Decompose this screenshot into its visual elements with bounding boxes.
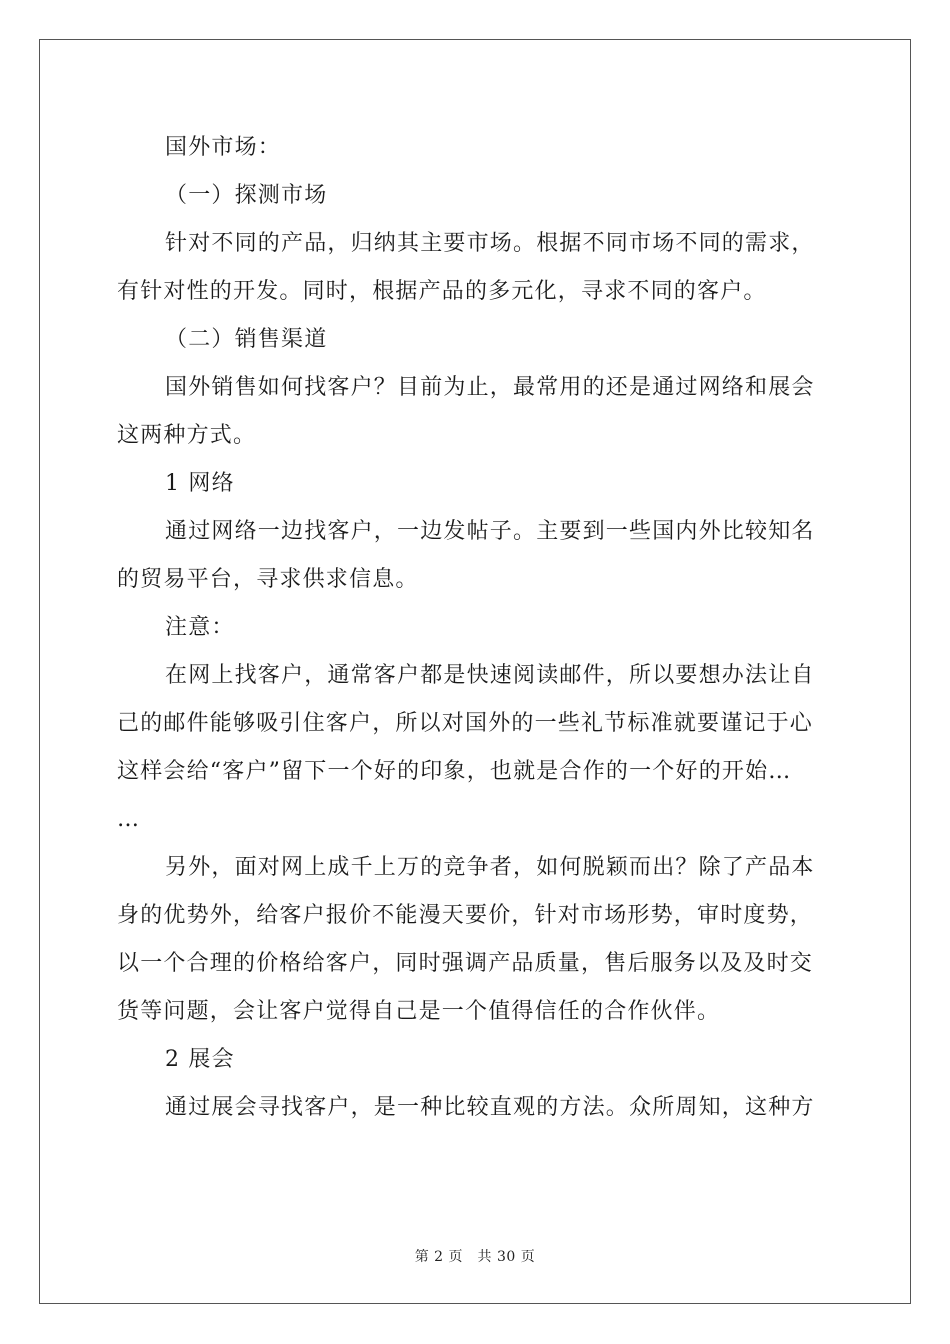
text-line: 货等问题，会让客户觉得自己是一个值得信任的合作伙伴。 xyxy=(117,999,721,1024)
note-label: 注意： xyxy=(165,615,235,640)
text-line: 有针对性的开发。同时，根据产品的多元化，寻求不同的客户。 xyxy=(117,279,767,304)
text-line: 这两种方式。 xyxy=(117,423,257,448)
section-heading: （一）探测市场 xyxy=(165,183,328,208)
text-line: 通过展会寻找客户，是一种比较直观的方法。众所周知，这种方 xyxy=(165,1095,815,1120)
text-line: 的贸易平台，寻求供求信息。 xyxy=(117,567,419,592)
text-line: 通过网络一边找客户，一边发帖子。主要到一些国内外比较知名 xyxy=(165,519,815,544)
document-body xyxy=(117,124,833,1132)
text-line: 以一个合理的价格给客户，同时强调产品质量，售后服务以及及时交 xyxy=(117,951,814,976)
text-line: … xyxy=(117,807,141,832)
subsection-heading: 1 网络 xyxy=(165,471,235,496)
page-number-footer: 第 2 页 共 30 页 xyxy=(414,1249,536,1265)
section-heading: （二）销售渠道 xyxy=(165,327,328,352)
text-line: 在网上找客户，通常客户都是快速阅读邮件，所以要想办法让自 xyxy=(165,663,815,688)
text-line: 国外市场： xyxy=(165,135,282,160)
text-line: 针对不同的产品，归纳其主要市场。根据不同市场不同的需求， xyxy=(165,231,815,256)
subsection-heading: 2 展会 xyxy=(165,1047,235,1072)
text-line: 国外销售如何找客户？目前为止，最常用的还是通过网络和展会 xyxy=(165,375,815,400)
text-line: 这样会给“客户”留下一个好的印象，也就是合作的一个好的开始… xyxy=(117,759,792,784)
text-line: 身的优势外，给客户报价不能漫天要价，针对市场形势，审时度势， xyxy=(117,903,814,928)
text-line: 己的邮件能够吸引住客户，所以对国外的一些礼节标准就要谨记于心 xyxy=(117,711,814,736)
text-line: 另外，面对网上成千上万的竞争者，如何脱颖而出？除了产品本 xyxy=(165,855,815,880)
